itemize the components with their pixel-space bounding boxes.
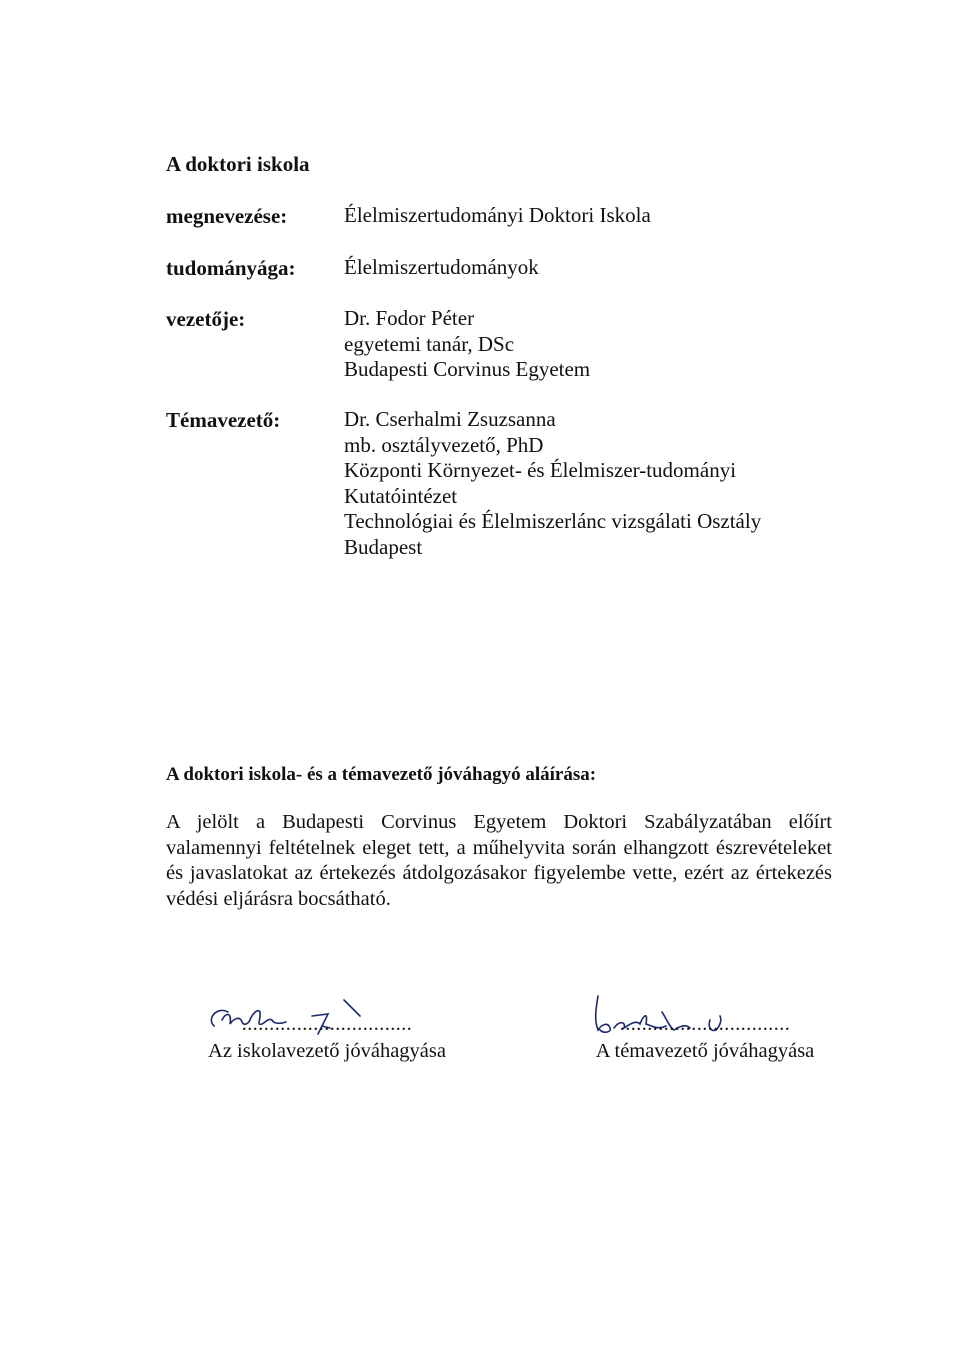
school-field-value <box>344 255 539 281</box>
school-head-signature-line: ............................... <box>241 1013 413 1035</box>
supervisor-signature-caption: A témavezető jóváhagyása <box>595 1040 815 1062</box>
supervisor-value <box>344 407 761 560</box>
page-title: A doktori iskola <box>166 152 310 176</box>
school-name-value <box>344 203 651 229</box>
supervisor-signature-block <box>540 990 870 1070</box>
school-head-line: Budapesti Corvinus Egyetem <box>344 357 591 381</box>
school-head-line: Dr. Fodor Péter <box>344 306 475 330</box>
school-field-label: tudományága: <box>166 256 296 280</box>
supervisor-line: Technológiai és Élelmiszerlánc vizsgálati Osztály <box>344 509 762 533</box>
school-head-signature-block <box>162 990 492 1070</box>
supervisor-line: Kutatóintézet <box>344 483 458 508</box>
school-field-text: Élelmiszertudományok <box>344 255 539 279</box>
supervisor-signature-line: ............................... <box>619 1013 791 1035</box>
approval-paragraph-text: A jelölt a Budapesti Corvinus Egyetem Doktori Szabályzatában előírt valamennyi feltételnek eleget tett, a műhelyvita során elhangzott észrevételeket és javaslatokat az értekezés átdolgozásakor figyelembe vette, ezért az értekezés védési eljárásra bocsátható. <box>166 811 832 911</box>
school-name-text: Élelmiszertudományi Doktori Iskola <box>344 203 651 227</box>
supervisor-line: Központi Környezet- és Élelmiszer-tudományi <box>344 458 737 482</box>
supervisor-line: Dr. Cserhalmi Zsuzsanna <box>344 407 556 431</box>
school-name-label: megnevezése: <box>166 204 288 228</box>
school-head-line: egyetemi tanár, DSc <box>344 331 515 356</box>
school-head-value <box>344 306 590 383</box>
supervisor-label: Témavezető: <box>166 408 281 432</box>
approval-paragraph <box>166 810 832 913</box>
supervisor-line: mb. osztályvezető, PhD <box>344 432 544 457</box>
supervisor-line: Budapest <box>344 534 423 559</box>
approval-heading: A doktori iskola- és a témavezető jóváhagyó aláírása: <box>166 764 597 785</box>
school-head-signature-caption: Az iskolavezető jóváhagyása <box>208 1040 446 1062</box>
school-head-label: vezetője: <box>166 307 246 331</box>
